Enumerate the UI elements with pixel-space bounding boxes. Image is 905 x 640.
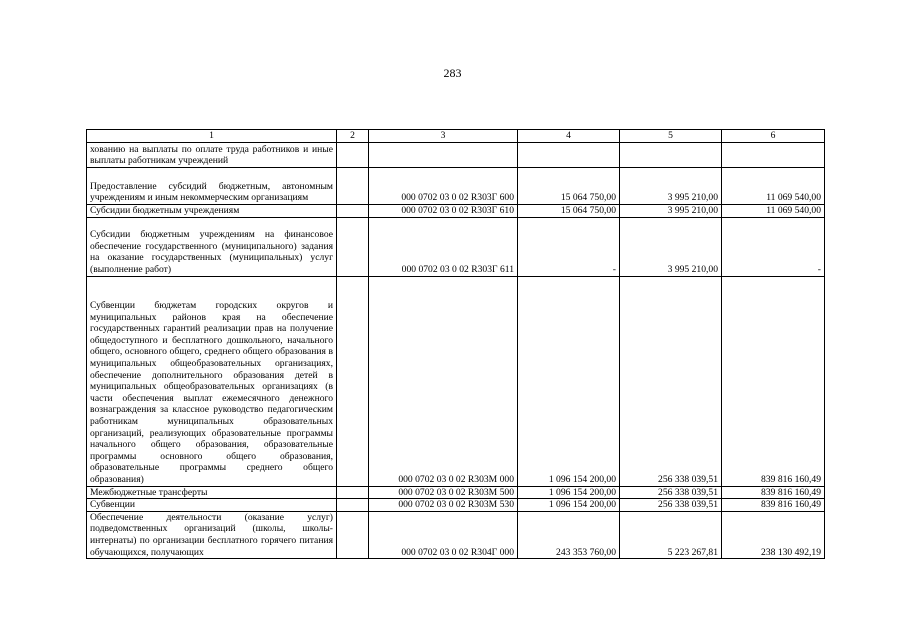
header-col-4: 4 (518, 130, 620, 143)
row-value-5: 3 995 210,00 (620, 205, 722, 218)
row-value-5: 3 995 210,00 (620, 168, 722, 205)
row-value-4: 243 353 760,00 (518, 511, 620, 558)
table-row (87, 276, 825, 486)
row-code: 000 0702 03 0 02 R303Г 600 (369, 168, 518, 205)
table-header-row (87, 130, 825, 143)
row-code: 000 0702 03 0 02 R303M 530 (369, 499, 518, 512)
row-description: Обеспечение деятельности (оказание услуг) подведомственных организаций (школы, школы-интернаты) по организации бесплатного горячего питания обучающихся, получающих (87, 511, 337, 558)
row-value-6: 11 069 540,00 (722, 205, 825, 218)
table-row (87, 217, 825, 276)
row-code: 000 0702 03 0 02 R304Г 000 (369, 511, 518, 558)
table-row (87, 511, 825, 558)
row-value-5: 3 995 210,00 (620, 217, 722, 276)
budget-table (86, 129, 825, 559)
row-value-4: 15 064 750,00 (518, 168, 620, 205)
row-description: Субсидии бюджетным учреждениям (87, 205, 337, 218)
table-row (87, 499, 825, 512)
header-col-1: 1 (87, 130, 337, 143)
row-col2 (337, 511, 369, 558)
row-description: Предоставление субсидий бюджетным, автономным учреждениям и иным некоммерческим организациям (87, 168, 337, 205)
header-col-3: 3 (369, 130, 518, 143)
row-col2 (337, 486, 369, 499)
row-value-6: 238 130 492,19 (722, 511, 825, 558)
row-description: хованию на выплаты по оплате труда работников и иные выплаты работникам учреждений (87, 143, 337, 168)
row-value-5: 256 338 039,51 (620, 486, 722, 499)
row-value-6: 11 069 540,00 (722, 168, 825, 205)
row-value-4: 1 096 154 200,00 (518, 276, 620, 486)
row-value-4: - (518, 217, 620, 276)
row-description: Субвенции (87, 499, 337, 512)
row-description: Субсидии бюджетным учреждениям на финансовое обеспечение государственного (муниципального) задания на оказание государственных (муниципальных) услуг (выполнение работ) (87, 217, 337, 276)
row-value-5: 256 338 039,51 (620, 499, 722, 512)
row-col2 (337, 168, 369, 205)
header-col-5: 5 (620, 130, 722, 143)
row-value-5: 256 338 039,51 (620, 276, 722, 486)
header-col-2: 2 (337, 130, 369, 143)
table-row (87, 143, 825, 168)
row-value-6 (722, 143, 825, 168)
row-value-5 (620, 143, 722, 168)
row-value-5: 5 223 267,81 (620, 511, 722, 558)
row-col2 (337, 143, 369, 168)
row-value-6: 839 816 160,49 (722, 486, 825, 499)
row-value-4: 1 096 154 200,00 (518, 486, 620, 499)
row-col2 (337, 217, 369, 276)
row-value-4: 15 064 750,00 (518, 205, 620, 218)
table-row (87, 168, 825, 205)
row-code: 000 0702 03 0 02 R303M 500 (369, 486, 518, 499)
row-value-4 (518, 143, 620, 168)
row-description: Субвенции бюджетам городских округов и муниципальных районов края на обеспечение государственных гарантий реализации прав на получение общедоступного и бесплатного дошкольного, начального общего, основного общего, среднего общего образования в муниципальных общеобразовательных организациях, обеспечение дополнительного образования детей в муниципальных общеобразовательных организациях (в части обеспечения выплат ежемесячного денежного вознаграждения за классное руководство педагогическим работникам муниципальных образовательных организаций, реализующих образовательные программы начального общего образования, образовательные программы основного общего образования, образовательные программы среднего общего образования) (87, 276, 337, 486)
row-description: Межбюджетные трансферты (87, 486, 337, 499)
row-code: 000 0702 03 0 02 R303M 000 (369, 276, 518, 486)
table-row (87, 486, 825, 499)
row-code: 000 0702 03 0 02 R303Г 610 (369, 205, 518, 218)
row-code (369, 143, 518, 168)
page-number: 283 (443, 66, 462, 80)
header-col-6: 6 (722, 130, 825, 143)
row-value-6: 839 816 160,49 (722, 276, 825, 486)
row-col2 (337, 205, 369, 218)
row-col2 (337, 499, 369, 512)
row-value-4: 1 096 154 200,00 (518, 499, 620, 512)
row-col2 (337, 276, 369, 486)
row-value-6: - (722, 217, 825, 276)
table-row (87, 205, 825, 218)
row-code: 000 0702 03 0 02 R303Г 611 (369, 217, 518, 276)
row-value-6: 839 816 160,49 (722, 499, 825, 512)
